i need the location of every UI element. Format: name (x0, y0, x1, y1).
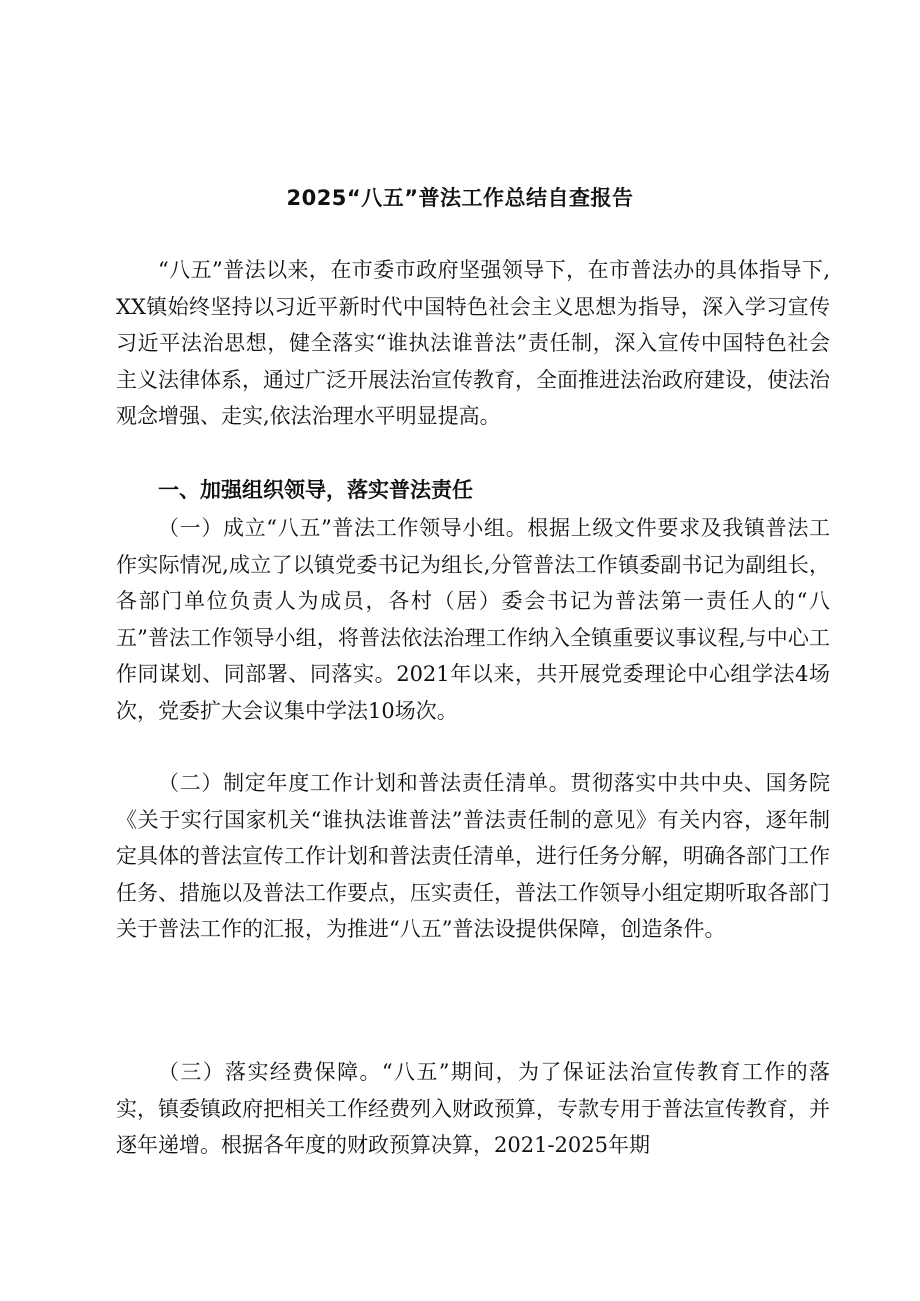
document-title: 2025“八五”普法工作总结自查报告 (286, 186, 634, 211)
paragraph-3: （三）落实经费保障。“八五”期间，为了保证法治宣传教育工作的落实，镇委镇政府把相关工作经费列入财政预算，专款专用于普法宣传教育，并逐年递增。根据各年度的财政预算决算，2021-2025年期 (116, 1060, 830, 1157)
section-heading-1: 一、加强组织领导，落实普法责任 (158, 478, 473, 502)
paragraph-2: （二）制定年度工作计划和普法责任清单。贯彻落实中共中央、国务院《关于实行国家机关“谁执法谁普法”普法责任制的意见》有关内容，逐年制定具体的普法宣传工作计划和普法责任清单，进行任务分解，明确各部门工作任务、措施以及普法工作要点，压实责任，普法工作领导小组定期听取各部门关于普法工作的汇报，为推进“八五”普法设提供保障，创造条件。 (116, 771, 830, 941)
intro-paragraph: “八五”普法以来，在市委市政府坚强领导下，在市普法办的具体指导下,XX镇始终坚持以习近平新时代中国特色社会主义思想为指导，深入学习宣传习近平法治思想，健全落实“谁执法谁普法”责任制，深入宣传中国特色社会主义法律体系，通过广泛开展法治宣传教育，全面推进法治政府建设，使法治观念增强、走实,依法治理水平明显提高。 (116, 258, 830, 428)
paragraph-1: （一）成立“八五”普法工作领导小组。根据上级文件要求及我镇普法工作实际情况,成立了以镇党委书记为组长,分管普法工作镇委副书记为副组长，各部门单位负责人为成员，各村（居）委会书记为普法第一责任人的“八五”普法工作领导小组，将普法依法治理工作纳入全镇重要议事议程,与中心工作同谋划、同部署、同落实。2021年以来，共开展党委理论中心组学法4场次，党委扩大会议集中学法10场次。 (116, 516, 830, 723)
